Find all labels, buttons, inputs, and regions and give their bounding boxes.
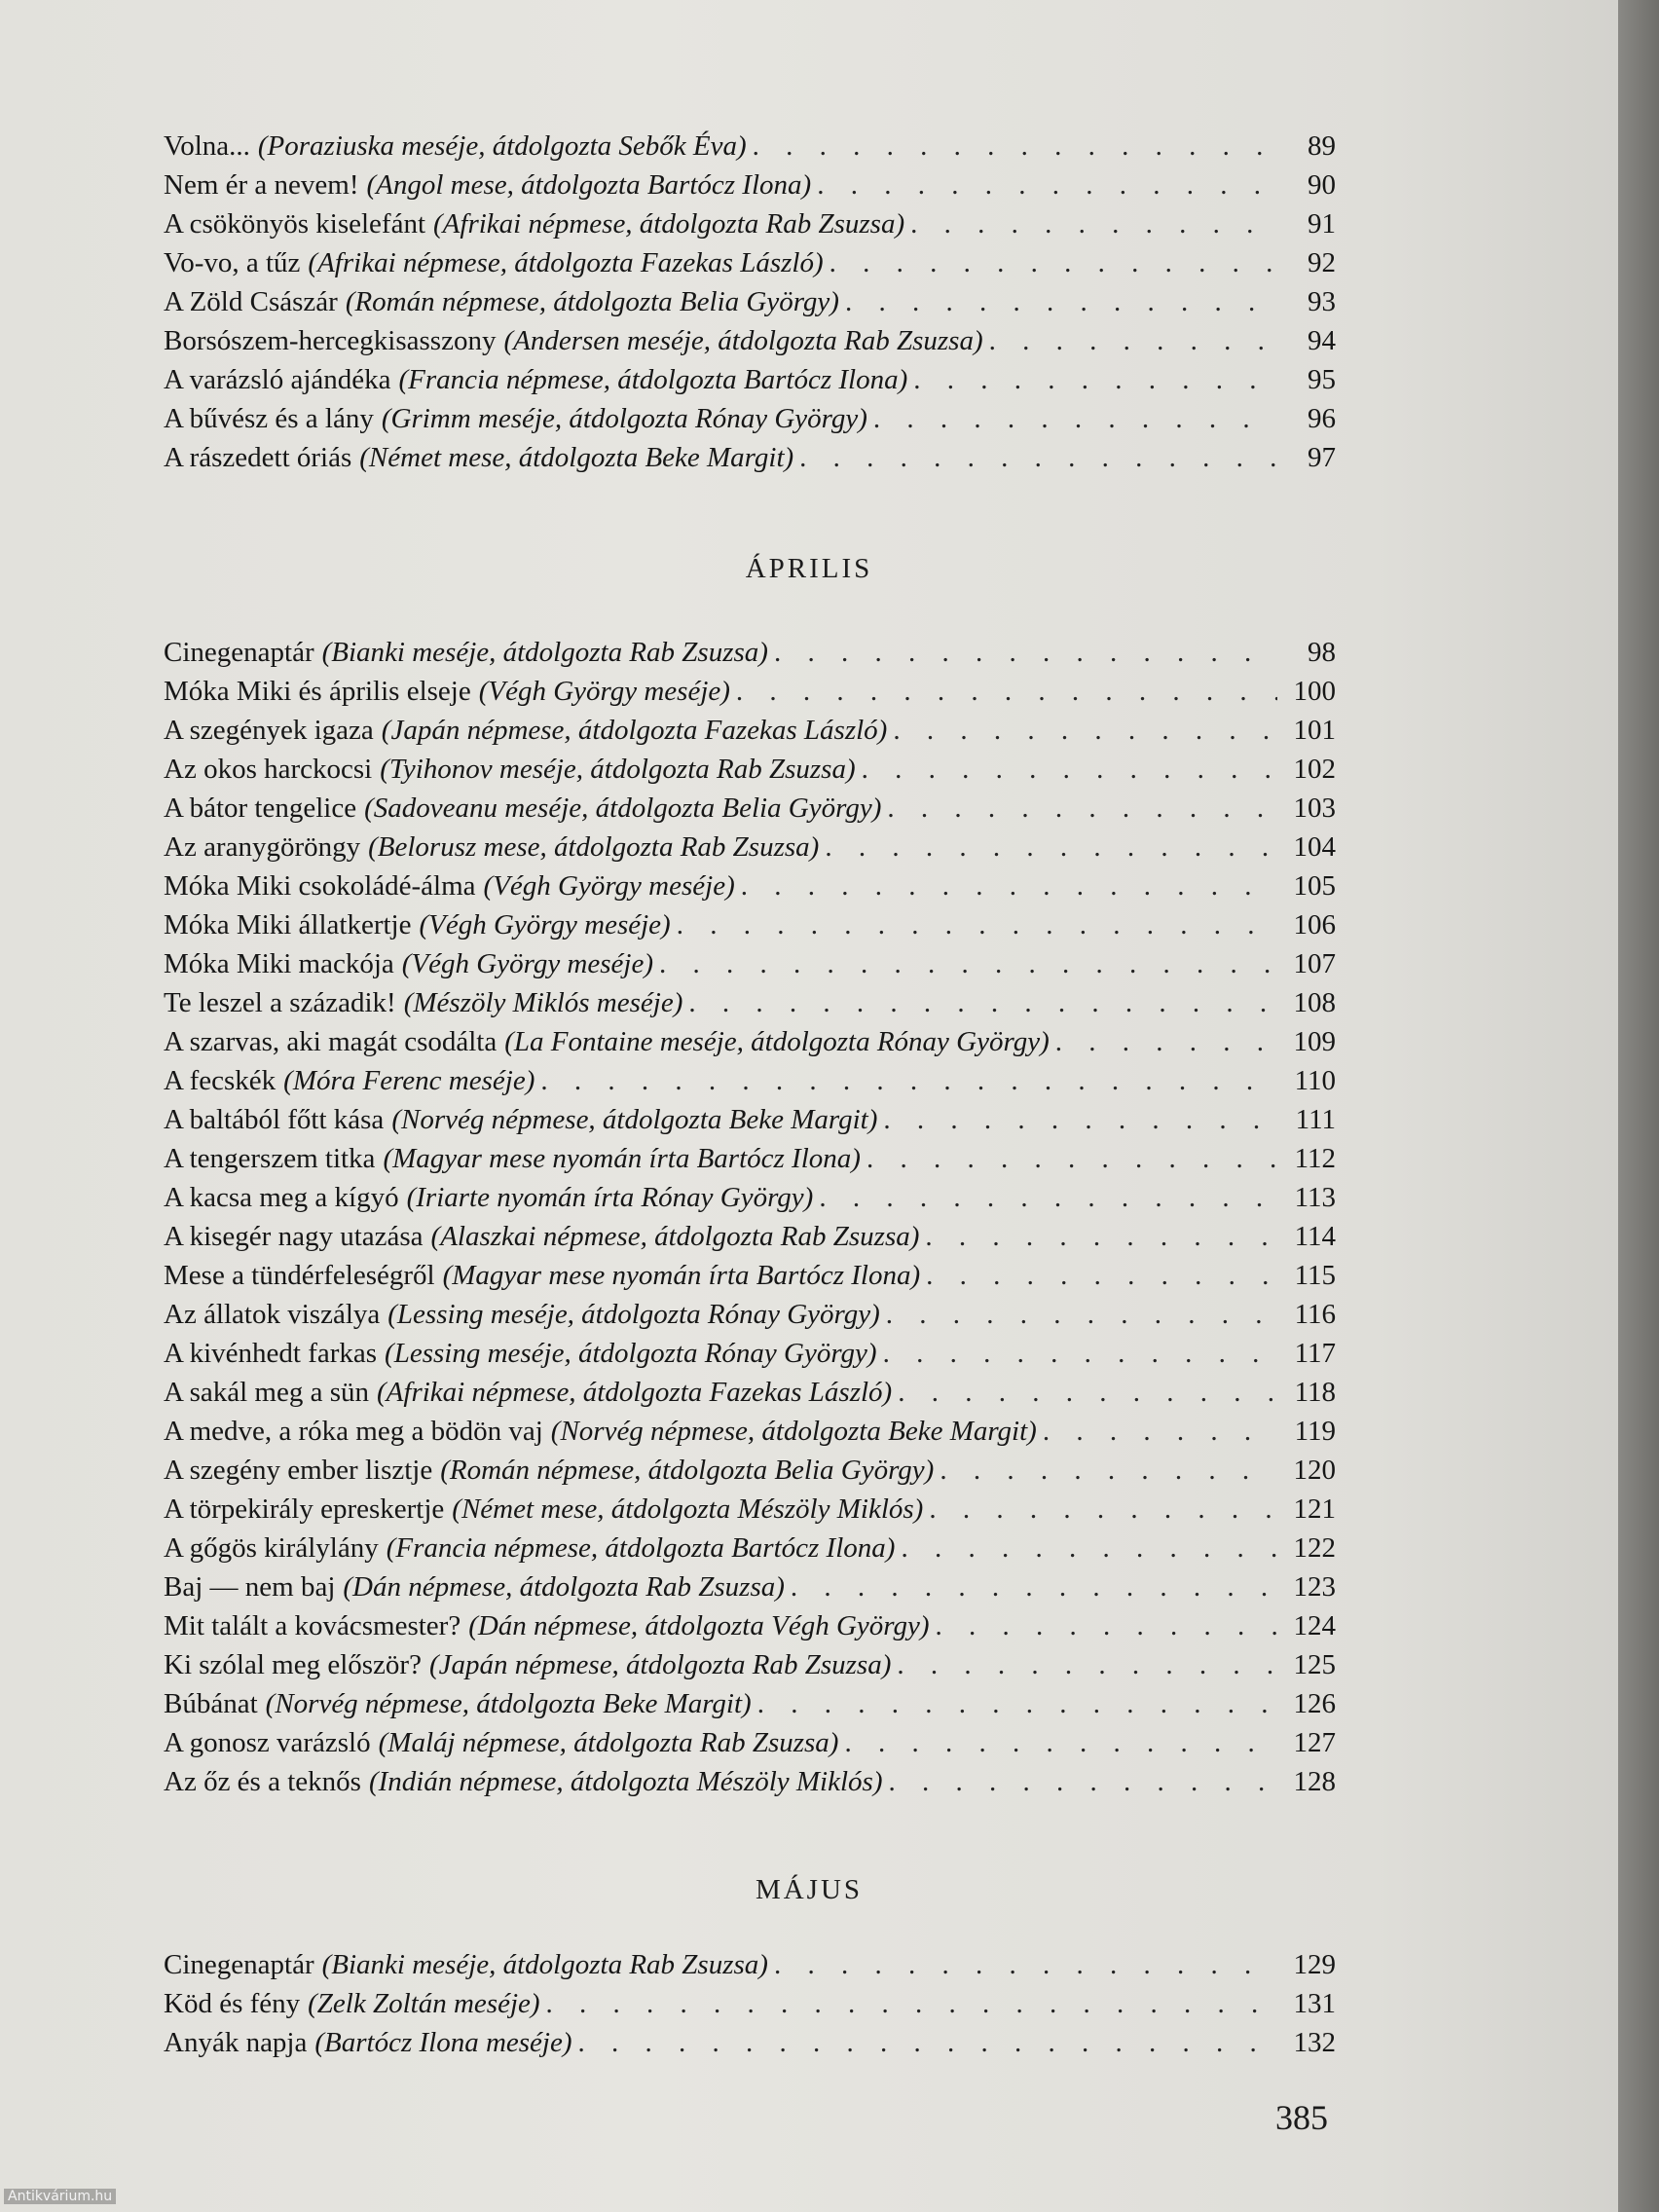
page-number: 385 — [1275, 2098, 1328, 2137]
toc-entry — [164, 1412, 1336, 1451]
dot-leader — [730, 672, 1277, 711]
entry-title: Cinegenaptár — [164, 637, 314, 668]
entry-page: 116 — [1294, 1299, 1336, 1330]
entry-page: 100 — [1293, 676, 1336, 707]
entry-page: 104 — [1293, 831, 1336, 863]
entry-credit: (Dán népmese, átdolgozta Rab Zsuzsa) — [343, 1571, 785, 1603]
toc-entry — [164, 1295, 1336, 1334]
entry-credit: (Lessing meséje, átdolgozta Rónay György) — [385, 1338, 877, 1369]
toc-entry — [164, 399, 1336, 438]
entry-credit: (Német mese, átdolgozta Beke Margit) — [359, 442, 794, 473]
toc-entry — [164, 866, 1336, 905]
dot-leader — [923, 1490, 1277, 1529]
entry-title: A szarvas, aki magát csodálta — [164, 1026, 498, 1057]
dot-leader — [877, 1334, 1277, 1373]
entry-page: 129 — [1293, 1949, 1336, 1980]
entry-page: 127 — [1293, 1727, 1336, 1758]
toc-entry — [164, 321, 1336, 360]
entry-page: 94 — [1308, 325, 1336, 356]
entry-title: Volna... — [164, 130, 250, 162]
entry-page: 119 — [1294, 1416, 1336, 1447]
dot-leader — [881, 789, 1277, 828]
toc-list-may — [164, 1945, 1336, 2062]
section-heading-april: ÁPRILIS — [745, 553, 873, 584]
entry-credit: (Zelk Zoltán meséje) — [308, 1988, 540, 2019]
entry-page: 128 — [1293, 1766, 1336, 1797]
entry-title: A kivénhedt farkas — [164, 1338, 378, 1369]
toc-entry — [164, 1061, 1336, 1100]
entry-page: 93 — [1308, 286, 1336, 317]
toc-entry — [164, 1256, 1336, 1295]
dot-leader — [768, 633, 1277, 672]
entry-title: A medve, a róka meg a bödön vaj — [164, 1416, 543, 1447]
entry-credit: (Végh György meséje) — [478, 676, 730, 707]
entry-credit: (Dán népmese, átdolgozta Végh György) — [468, 1610, 930, 1641]
entry-page: 132 — [1293, 2027, 1336, 2058]
toc-entry — [164, 360, 1336, 399]
entry-credit: (Angol mese, átdolgozta Bartócz Ilona) — [366, 169, 812, 201]
toc-entry — [164, 1451, 1336, 1490]
entry-title: A varázsló ajándéka — [164, 364, 391, 395]
entry-title: Köd és fény — [164, 1988, 301, 2019]
entry-credit: (Magyar mese nyomán írta Bartócz Ilona) — [383, 1143, 861, 1174]
entry-page: 113 — [1294, 1182, 1336, 1213]
dot-leader — [1050, 1022, 1277, 1061]
entry-title: Az állatok viszálya — [164, 1299, 381, 1330]
entry-page: 90 — [1308, 169, 1336, 201]
entry-credit: (Magyar mese nyomán írta Bartócz Ilona) — [442, 1260, 921, 1291]
entry-title: A tengerszem titka — [164, 1143, 376, 1174]
entry-credit: (Belorusz mese, átdolgozta Rab Zsuzsa) — [368, 831, 820, 863]
toc-entry — [164, 672, 1336, 711]
entry-page: 118 — [1294, 1377, 1336, 1408]
entry-credit: (Francia népmese, átdolgozta Bartócz Ilona) — [398, 364, 908, 395]
entry-title: A csökönyös kiselefánt — [164, 208, 426, 240]
entry-credit: (Iriarte nyomán írta Rónay György) — [406, 1182, 814, 1213]
entry-credit: (Bianki meséje, átdolgozta Rab Zsuzsa) — [321, 1949, 768, 1980]
entry-title: Móka Miki állatkertje — [164, 909, 412, 940]
entry-credit: (Bartócz Ilona meséje) — [314, 2027, 572, 2058]
dot-leader — [838, 1723, 1277, 1762]
entry-page: 124 — [1293, 1610, 1336, 1641]
dot-leader — [839, 282, 1277, 321]
toc-entry — [164, 1529, 1336, 1567]
entry-page: 108 — [1293, 987, 1336, 1018]
dot-leader — [811, 166, 1277, 204]
dot-leader — [895, 1529, 1277, 1567]
entry-page: 121 — [1293, 1493, 1336, 1525]
entry-page: 103 — [1293, 793, 1336, 824]
dot-leader — [653, 944, 1277, 983]
entry-page: 98 — [1308, 637, 1336, 668]
entry-credit: (Végh György meséje) — [401, 948, 653, 979]
toc-entry — [164, 905, 1336, 944]
dot-leader — [535, 1061, 1277, 1100]
entry-page: 106 — [1293, 909, 1336, 940]
entry-title: A bűvész és a lány — [164, 403, 374, 434]
toc-entry — [164, 983, 1336, 1022]
dot-leader — [540, 1984, 1277, 2023]
dot-leader — [907, 360, 1277, 399]
entry-credit: (Tyihonov meséje, átdolgozta Rab Zsuzsa) — [380, 754, 856, 785]
entry-credit: (Norvég népmese, átdolgozta Beke Margit) — [550, 1416, 1037, 1447]
entry-credit: (Francia népmese, átdolgozta Bartócz Ilona) — [386, 1532, 896, 1564]
dot-leader — [920, 1256, 1277, 1295]
entry-title: A baltából főtt kása — [164, 1104, 385, 1135]
dot-leader — [819, 828, 1277, 866]
toc-entry — [164, 1567, 1336, 1606]
dot-leader — [892, 1373, 1277, 1412]
entry-title: Az okos harckocsi — [164, 754, 373, 785]
entry-title: A gőgös királylány — [164, 1532, 379, 1564]
entry-page: 95 — [1308, 364, 1336, 395]
dot-leader — [882, 1762, 1277, 1801]
entry-title: A kacsa meg a kígyó — [164, 1182, 399, 1213]
dot-leader — [813, 1178, 1277, 1217]
entry-page: 111 — [1295, 1104, 1336, 1135]
toc-entry — [164, 711, 1336, 750]
toc-entry — [164, 1645, 1336, 1684]
entry-credit: (Mészöly Miklós meséje) — [403, 987, 683, 1018]
entry-credit: (Afrikai népmese, átdolgozta Rab Zsuzsa) — [433, 208, 905, 240]
entry-page: 115 — [1294, 1260, 1336, 1291]
toc-entry — [164, 1178, 1336, 1217]
entry-credit: (Bianki meséje, átdolgozta Rab Zsuzsa) — [321, 637, 768, 668]
section-heading-may: MÁJUS — [755, 1874, 864, 1905]
toc-entry — [164, 282, 1336, 321]
entry-credit: (Indián népmese, átdolgozta Mészöly Miklós) — [368, 1766, 883, 1797]
entry-title: Cinegenaptár — [164, 1949, 314, 1980]
dot-leader — [768, 1945, 1277, 1984]
entry-page: 105 — [1293, 870, 1336, 902]
toc-entry — [164, 2023, 1336, 2062]
toc-list-continued — [164, 127, 1336, 477]
entry-title: A törpekirály epreskertje — [164, 1493, 445, 1525]
dot-leader — [824, 243, 1277, 282]
entry-title: Búbánat — [164, 1688, 258, 1719]
entry-title: A rászedett óriás — [164, 442, 352, 473]
entry-page: 96 — [1308, 403, 1336, 434]
page-edge — [1618, 0, 1659, 2212]
toc-entry — [164, 127, 1336, 166]
toc-entry — [164, 204, 1336, 243]
toc-entry — [164, 166, 1336, 204]
toc-entry — [164, 1723, 1336, 1762]
toc-entry — [164, 1217, 1336, 1256]
toc-entry — [164, 633, 1336, 672]
entry-title: Te leszel a századik! — [164, 987, 396, 1018]
entry-credit: (Móra Ferenc meséje) — [283, 1065, 535, 1096]
entry-credit: (Végh György meséje) — [483, 870, 735, 902]
toc-entry — [164, 828, 1336, 866]
entry-credit: (Maláj népmese, átdolgozta Rab Zsuzsa) — [378, 1727, 839, 1758]
dot-leader — [785, 1567, 1277, 1606]
dot-leader — [1037, 1412, 1277, 1451]
entry-title: A gonosz varázsló — [164, 1727, 371, 1758]
entry-title: Ki szólal meg először? — [164, 1649, 422, 1680]
entry-page: 92 — [1308, 247, 1336, 278]
entry-title: Az aranygöröngy — [164, 831, 361, 863]
entry-credit: (Poraziuska meséje, átdolgozta Sebők Éva) — [257, 130, 747, 162]
entry-title: A bátor tengelice — [164, 793, 357, 824]
entry-credit: (La Fontaine meséje, átdolgozta Rónay György) — [504, 1026, 1050, 1057]
entry-credit: (Román népmese, átdolgozta Belia György) — [345, 286, 839, 317]
dot-leader — [671, 905, 1277, 944]
entry-page: 101 — [1293, 715, 1336, 746]
entry-page: 114 — [1294, 1221, 1336, 1252]
entry-credit: (Afrikai népmese, átdolgozta Fazekas László) — [308, 247, 824, 278]
toc-entry — [164, 438, 1336, 477]
entry-title: Borsószem-hercegkisasszony — [164, 325, 497, 356]
toc-entry — [164, 1984, 1336, 2023]
entry-page: 91 — [1308, 208, 1336, 240]
entry-title: Móka Miki csokoládé-álma — [164, 870, 476, 902]
dot-leader — [861, 1139, 1277, 1178]
entry-title: A kisegér nagy utazása — [164, 1221, 424, 1252]
dot-leader — [983, 321, 1277, 360]
entry-page: 131 — [1293, 1988, 1336, 2019]
entry-page: 125 — [1293, 1649, 1336, 1680]
toc-entry — [164, 789, 1336, 828]
entry-page: 123 — [1293, 1571, 1336, 1603]
toc-entry — [164, 1762, 1336, 1801]
dot-leader — [735, 866, 1277, 905]
toc-entry — [164, 1334, 1336, 1373]
toc-entry — [164, 1100, 1336, 1139]
entry-title: Az őz és a teknős — [164, 1766, 361, 1797]
entry-credit: (Norvég népmese, átdolgozta Beke Margit) — [265, 1688, 752, 1719]
entry-page: 126 — [1293, 1688, 1336, 1719]
entry-title: Móka Miki és április elseje — [164, 676, 471, 707]
toc-entry — [164, 1684, 1336, 1723]
dot-leader — [682, 983, 1277, 1022]
dot-leader — [752, 1684, 1277, 1723]
dot-leader — [919, 1217, 1277, 1256]
entry-title: Nem ér a nevem! — [164, 169, 359, 201]
entry-credit: (Afrikai népmese, átdolgozta Fazekas László) — [377, 1377, 893, 1408]
dot-leader — [747, 127, 1277, 166]
toc-entry — [164, 1606, 1336, 1645]
dot-leader — [793, 438, 1277, 477]
entry-title: A fecskék — [164, 1065, 276, 1096]
entry-title: A Zöld Császár — [164, 286, 338, 317]
entry-title: A sakál meg a sün — [164, 1377, 370, 1408]
entry-page: 120 — [1293, 1455, 1336, 1486]
toc-entry — [164, 1490, 1336, 1529]
entry-credit: (Grimm meséje, átdolgozta Rónay György) — [381, 403, 867, 434]
toc-entry — [164, 243, 1336, 282]
entry-credit: (Lessing meséje, átdolgozta Rónay György) — [387, 1299, 880, 1330]
toc-list-april — [164, 633, 1336, 1801]
toc-entry — [164, 1022, 1336, 1061]
entry-title: Vo-vo, a tűz — [164, 247, 301, 278]
entry-title: Mese a tündérfeleségről — [164, 1260, 435, 1291]
entry-page: 110 — [1294, 1065, 1336, 1096]
entry-title: Móka Miki mackója — [164, 948, 394, 979]
entry-title: A szegény ember lisztje — [164, 1455, 433, 1486]
entry-credit: (Román népmese, átdolgozta Belia György) — [440, 1455, 935, 1486]
dot-leader — [934, 1451, 1277, 1490]
entry-page: 122 — [1293, 1532, 1336, 1564]
toc-entry — [164, 1139, 1336, 1178]
toc-entry — [164, 1373, 1336, 1412]
entry-page: 102 — [1293, 754, 1336, 785]
dot-leader — [856, 750, 1277, 789]
dot-leader — [867, 399, 1277, 438]
entry-page: 117 — [1294, 1338, 1336, 1369]
entry-credit: (Andersen meséje, átdolgozta Rab Zsuzsa) — [503, 325, 983, 356]
toc-entry — [164, 1945, 1336, 1984]
entry-credit: (Alaszkai népmese, átdolgozta Rab Zsuzsa) — [430, 1221, 920, 1252]
dot-leader — [572, 2023, 1277, 2062]
entry-credit: (Japán népmese, átdolgozta Fazekas László) — [381, 715, 888, 746]
entry-title: Anyák napja — [164, 2027, 308, 2058]
entry-credit: (Német mese, átdolgozta Mészöly Miklós) — [452, 1493, 924, 1525]
entry-page: 109 — [1293, 1026, 1336, 1057]
entry-title: Mit talált a kovácsmester? — [164, 1610, 461, 1641]
dot-leader — [891, 1645, 1277, 1684]
entry-page: 97 — [1308, 442, 1336, 473]
entry-credit: (Sadoveanu meséje, átdolgozta Belia György) — [364, 793, 882, 824]
entry-page: 107 — [1293, 948, 1336, 979]
toc-entry — [164, 750, 1336, 789]
entry-credit: (Japán népmese, átdolgozta Rab Zsuzsa) — [428, 1649, 892, 1680]
dot-leader — [877, 1100, 1277, 1139]
dot-leader — [887, 711, 1277, 750]
watermark-label: Antikvárium.hu — [4, 2189, 116, 2204]
entry-title: Baj — nem baj — [164, 1571, 336, 1603]
dot-leader — [904, 204, 1277, 243]
entry-title: A szegények igaza — [164, 715, 374, 746]
dot-leader — [930, 1606, 1278, 1645]
entry-credit: (Végh György meséje) — [419, 909, 671, 940]
toc-entry — [164, 944, 1336, 983]
dot-leader — [880, 1295, 1277, 1334]
entry-page: 112 — [1294, 1143, 1336, 1174]
entry-credit: (Norvég népmese, átdolgozta Beke Margit) — [391, 1104, 878, 1135]
entry-page: 89 — [1308, 130, 1336, 162]
